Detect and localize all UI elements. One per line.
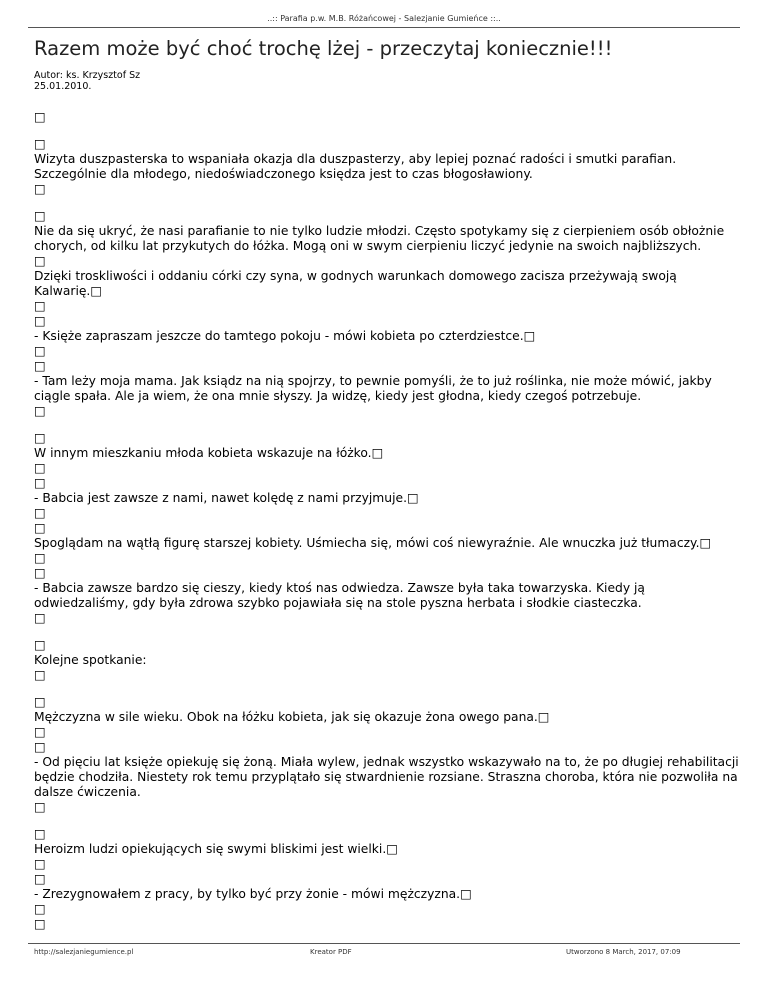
paragraph: Heroizm ludzi opiekujących się swymi bliskimi jest wielki.□ — [34, 842, 398, 856]
paragraph: W innym mieszkaniu młoda kobieta wskazuje na łóżko.□ — [34, 446, 384, 460]
paragraph: □ — [34, 476, 46, 490]
header-rule — [28, 27, 740, 28]
article-meta — [34, 70, 140, 92]
paragraph: - Babcia zawsze bardzo się cieszy, kiedy ktoś nas odwiedza. Zawsze była taka towarzyska. Kiedy ją odwiedzaliśmy, gdy była zdrowa szybko pojawiała się na stole pyszna herbata i słodkie ciasteczka. — [34, 581, 645, 610]
paragraph: □ — [34, 521, 46, 535]
paragraph: □ — [34, 611, 46, 625]
paragraph-gap — [34, 626, 740, 638]
article-author: Autor: ks. Krzysztof Sz — [34, 70, 141, 81]
paragraph: □ — [34, 209, 46, 223]
article-body — [34, 110, 740, 932]
footer-rule — [28, 943, 740, 944]
paragraph: □ — [34, 314, 46, 328]
paragraph: □ — [34, 857, 46, 871]
paragraph: □ — [34, 638, 46, 652]
paragraph: - Od pięciu lat księże opiekuję się żoną. Miała wylew, jednak wszystko wskazywało na to, że po długiej rehabilitacji będzie chodziła. Niestety rok temu przyplątało się stwardnienie rozsiane. Straszna choroba, która nie pozwoliła na dalsze ćwiczenia. — [34, 755, 739, 799]
paragraph: □ — [34, 566, 46, 580]
paragraph: □ — [34, 359, 46, 373]
paragraph: □ — [34, 551, 46, 565]
paragraph: □ — [34, 137, 46, 151]
paragraph: □ — [34, 431, 46, 445]
paragraph: - Zrezygnowałem z pracy, by tylko być przy żonie - mówi mężczyzna.□ — [34, 887, 472, 901]
footer-creator: Kreator PDF — [310, 948, 352, 956]
paragraph: □ — [34, 695, 46, 709]
paragraph: Kolejne spotkanie: — [34, 653, 147, 667]
paragraph: □ — [34, 299, 46, 313]
paragraph: Dzięki troskliwości i oddaniu córki czy syna, w godnych warunkach domowego zacisza przeżywają swoją Kalwarię.□ — [34, 269, 677, 298]
paragraph: □ — [34, 668, 46, 682]
paragraph-gap — [34, 419, 740, 431]
paragraph: □ — [34, 404, 46, 418]
paragraph-gap — [34, 815, 740, 827]
paragraph-gap — [34, 197, 740, 209]
paragraph: □ — [34, 254, 46, 268]
paragraph: □ — [34, 800, 46, 814]
paragraph-gap — [34, 683, 740, 695]
paragraph: - Księże zapraszam jeszcze do tamtego pokoju - mówi kobieta po czterdziestce.□ — [34, 329, 536, 343]
page-header: ..:: Parafia p.w. M.B. Różańcowej - Salezjanie Gumieńce ::.. — [267, 14, 501, 23]
paragraph-gap — [34, 125, 740, 137]
paragraph: - Babcia jest zawsze z nami, nawet kolędę z nami przyjmuje.□ — [34, 491, 419, 505]
paragraph: Spoglądam na wątłą figurę starszej kobiety. Uśmiecha się, mówi coś niewyraźnie. Ale wnuczka już tłumaczy.□ — [34, 536, 712, 550]
paragraph: □ — [34, 461, 46, 475]
article-title: Razem może być choć trochę lżej - przeczytaj koniecznie!!! — [34, 37, 613, 60]
paragraph: Nie da się ukryć, że nasi parafianie to nie tylko ludzie młodzi. Często spotykamy się z cierpieniem osób obłożnie chorych, od kilku lat przykutych do łóżka. Mogą oni w swym cierpieniu liczyć jedynie na swoich najbliższych. — [34, 224, 725, 253]
paragraph: Wizyta duszpasterska to wspaniała okazja dla duszpasterzy, aby lepiej poznać radości i smutki parafian. Szczególnie dla młodego, niedoświadczonego księdza jest to czas błogosławiony. — [34, 152, 677, 181]
paragraph: □ — [34, 725, 46, 739]
paragraph: □ — [34, 110, 46, 124]
paragraph: - Tam leży moja mama. Jak ksiądz na nią spojrzy, to pewnie pomyśli, że to już roślinka, nie może mówić, jakby ciągle spała. Ale ja wiem, że ona mnie słyszy. Ja widzę, kiedy jest głodna, kiedy czegoś potrzebuje. — [34, 374, 712, 403]
paragraph: □ — [34, 740, 46, 754]
article-date: 25.01.2010. — [34, 81, 92, 92]
paragraph: □ — [34, 506, 46, 520]
paragraph: Mężczyzna w sile wieku. Obok na łóżku kobieta, jak się okazuje żona owego pana.□ — [34, 710, 550, 724]
paragraph: □ — [34, 902, 46, 916]
footer-created: Utworzono 8 March, 2017, 07:09 — [566, 948, 681, 956]
footer-url[interactable]: http://salezjaniegumience.pl — [34, 948, 134, 956]
paragraph: □ — [34, 917, 46, 931]
paragraph: □ — [34, 827, 46, 841]
paragraph: □ — [34, 182, 46, 196]
paragraph: □ — [34, 344, 46, 358]
paragraph: □ — [34, 872, 46, 886]
